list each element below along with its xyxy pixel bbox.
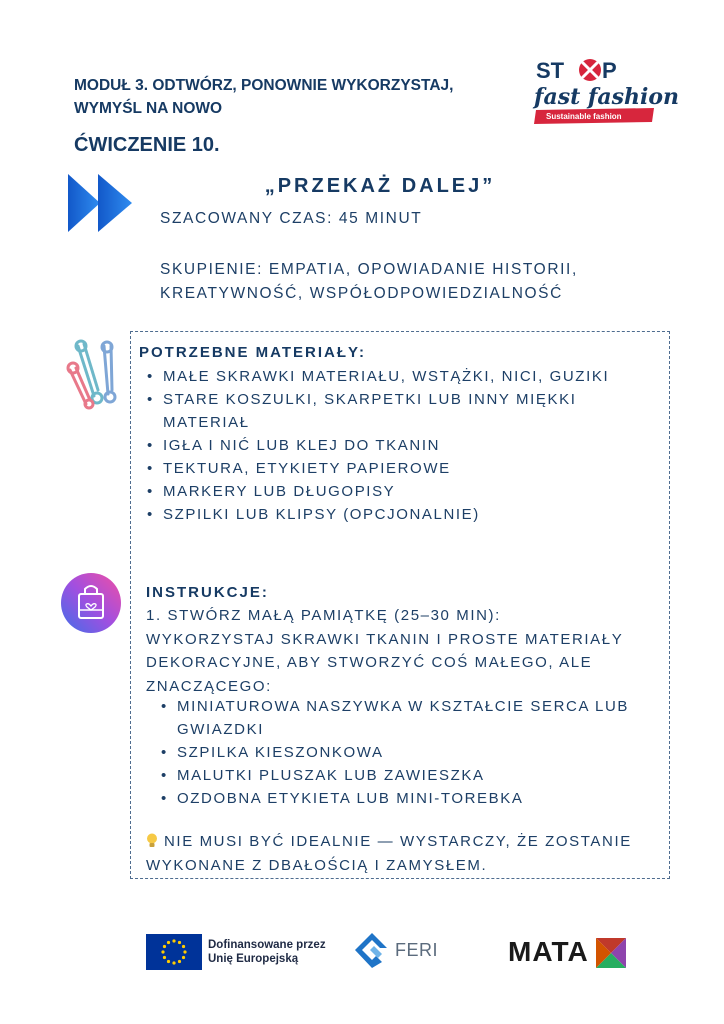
materials-item: • STARE KOSZULKI, SKARPETKI LUB INNY MIĘKKI MATERIAŁ	[145, 388, 645, 434]
focus-line1: SKUPIENIE: EMPATIA, OPOWIADANIE HISTORII,	[160, 261, 578, 278]
content-box	[130, 331, 670, 879]
eu-star	[183, 950, 186, 953]
logo-stop-right: P	[602, 58, 617, 83]
module-title	[74, 74, 504, 120]
feri-text: FERI	[395, 940, 439, 960]
lightbulb-icon	[146, 832, 158, 847]
focus-areas	[160, 258, 620, 306]
eu-star	[163, 945, 166, 948]
fast-forward-icon	[66, 172, 134, 234]
materials-item: • SZPILKI LUB KLIPSY (OPCJONALNIE)	[145, 503, 645, 526]
eu-star	[172, 939, 175, 942]
eu-star	[167, 960, 170, 963]
module-title-line2: WYMYŚL NA NOWO	[74, 100, 223, 117]
step1-title: 1. STWÓRZ MAŁĄ PAMIĄTKĘ (25–30 MIN):	[146, 607, 501, 624]
instructions-list	[159, 695, 649, 810]
eu-line1: Dofinansowane przez	[208, 939, 326, 951]
materials-item: • IGŁA I NIĆ LUB KLEJ DO TKANIN	[145, 434, 645, 457]
shopping-bag-icon	[60, 572, 122, 634]
estimated-time: SZACOWANY CZAS: 45 MINUT	[160, 210, 423, 227]
materials-item: • TEKTURA, ETYKIETY PAPIEROWE	[145, 457, 645, 480]
logo-sustainable: Sustainable fashion	[546, 112, 622, 121]
safety-pins-icon	[64, 340, 126, 410]
stop-fast-fashion-logo	[530, 54, 680, 130]
logo-fast-fashion: fast fashion	[534, 84, 680, 110]
tip	[146, 830, 651, 877]
eu-star	[161, 950, 164, 953]
eu-star	[178, 941, 181, 944]
eu-star	[178, 960, 181, 963]
instructions-item: • MINIATUROWA NASZYWKA W KSZTAŁCIE SERCA LUB GWIAZDKI	[159, 695, 649, 741]
eu-star	[167, 941, 170, 944]
exercise-title: „PRZEKAŻ DALEJ”	[264, 175, 496, 197]
instructions-item: • SZPILKA KIESZONKOWA	[159, 741, 649, 764]
materials-item: • MARKERY LUB DŁUGOPISY	[145, 480, 645, 503]
mata-x-icon	[596, 938, 626, 968]
materials-heading: POTRZEBNE MATERIAŁY:	[139, 344, 366, 361]
step1-text: WYKORZYSTAJ SKRAWKI TKANIN I PROSTE MATERIAŁY DEKORACYJNE, ABY STWORZYĆ COŚ MAŁEGO, ALE ZNACZĄCEGO:	[146, 630, 624, 695]
instructions-item: • OZDOBNA ETYKIETA LUB MINI-TOREBKA	[159, 787, 649, 810]
module-title-line1: MODUŁ 3. ODTWÓRZ, PONOWNIE WYKORZYSTAJ,	[74, 77, 454, 94]
eu-flag-icon	[146, 934, 202, 970]
instructions-heading: INSTRUKCJE:	[146, 584, 269, 601]
instructions-item: • MALUTKI PLUSZAK LUB ZAWIESZKA	[159, 764, 649, 787]
eu-star	[172, 961, 175, 964]
materials-item: • MAŁE SKRAWKI MATERIAŁU, WSTĄŻKI, NICI, GUZIKI	[145, 365, 645, 388]
materials-list	[145, 365, 645, 526]
eu-star	[182, 956, 185, 959]
feri-logo-icon	[352, 930, 392, 970]
tip-text: NIE MUSI BYĆ IDEALNIE — WYSTARCZY, ŻE ZOSTANIE WYKONANE Z DBAŁOŚCIĄ I ZAMYSŁEM.	[146, 833, 632, 874]
eu-line2: Unię Europejską	[208, 953, 299, 965]
eu-star	[163, 956, 166, 959]
logo-stop-left: ST	[536, 58, 565, 83]
eu-funding-text	[208, 938, 326, 966]
exercise-number: ĆWICZENIE 10.	[74, 134, 220, 156]
focus-line2: KREATYWNOŚĆ, WSPÓŁODPOWIEDZIALNOŚĆ	[160, 285, 563, 302]
mata-text: MATA	[508, 936, 589, 967]
step1	[146, 604, 651, 698]
eu-star	[182, 945, 185, 948]
mata-logo	[508, 936, 628, 968]
